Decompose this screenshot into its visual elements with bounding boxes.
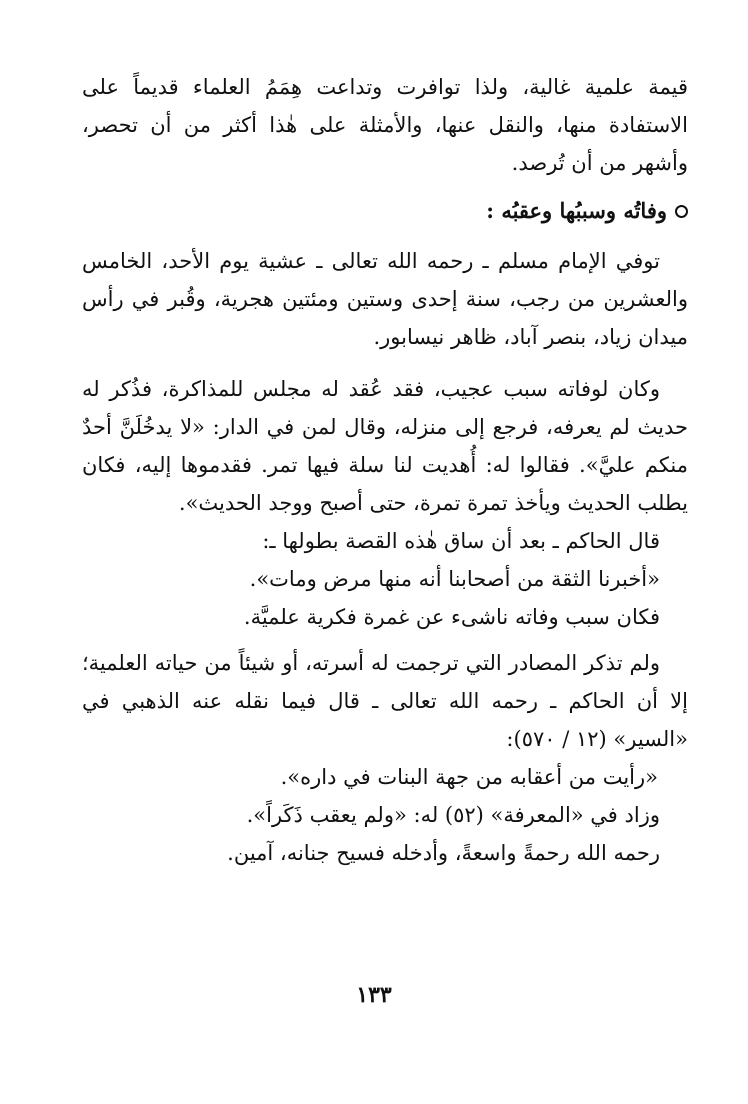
section-heading-text: وفاتُه وسببُها وعقبُه : — [486, 198, 667, 223]
paragraph-4: قال الحاكم ـ بعد أن ساق هٰذه القصة بطولها ـ: — [262, 529, 660, 553]
paragraph-5: «أخبرنا الثقة من أصحابنا أنه منها مرض ومات». — [249, 567, 660, 591]
paragraph-10: رحمه الله رحمةً واسعةً، وأدخله فسيح جنانه، آمين. — [227, 841, 660, 865]
paragraph-9: وزاد في «المعرفة» (٥٢) له: «ولم يعقب ذَكَراً». — [246, 803, 660, 827]
paragraph-2: توفي الإمام مسلم ـ رحمه الله تعالى ـ عشية يوم الأحد، الخامس والعشرين من رجب، سنة إحدى وستين ومئتين هجرية، وقُبر في رأس ميدان زياد، بنصر آباد، ظاهر نيسابور. — [82, 249, 688, 349]
paragraph-6: فكان سبب وفاته ناشىء عن غمرة فكرية علميَّة. — [243, 605, 660, 629]
section-heading — [82, 192, 688, 230]
page-body — [82, 68, 688, 872]
paragraph-7: ولم تذكر المصادر التي ترجمت له أسرته، أو شيئاً من حياته العلمية؛ إلا أن الحاكم ـ رحمه الله تعالى ـ قال فيما نقله عنه الذهبي في «السير» (١٢ / ٥٧٠): — [82, 651, 688, 751]
ring-icon — [675, 205, 688, 218]
paragraph-3: وكان لوفاته سبب عجيب، فقد عُقد له مجلس للمذاكرة، فذُكر له حديث لم يعرفه، فرجع إلى منزله، وقال لمن في الدار: «لا يدخُلَنَّ أحدٌ منكم عليَّ». فقالوا له: أُهديت لنا سلة فيها تمر. فقدموها إليه، فكان يطلب الحديث ويأخذ تمرة تمرة، حتى أصبح ووجد الحديث». — [82, 377, 688, 515]
paragraph-8: «رأيت من أعقابه من جهة البنات في داره». — [280, 765, 658, 789]
paragraph-1: قيمة علمية غالية، ولذا توافرت وتداعت هِمَمُ العلماء قديماً على الاستفادة منها، والنقل عنها، والأمثلة على هٰذا أكثر من أن تحصر، وأشهر من أن تُرصد. — [82, 75, 688, 175]
page-number: ١٣٣ — [356, 982, 392, 1008]
